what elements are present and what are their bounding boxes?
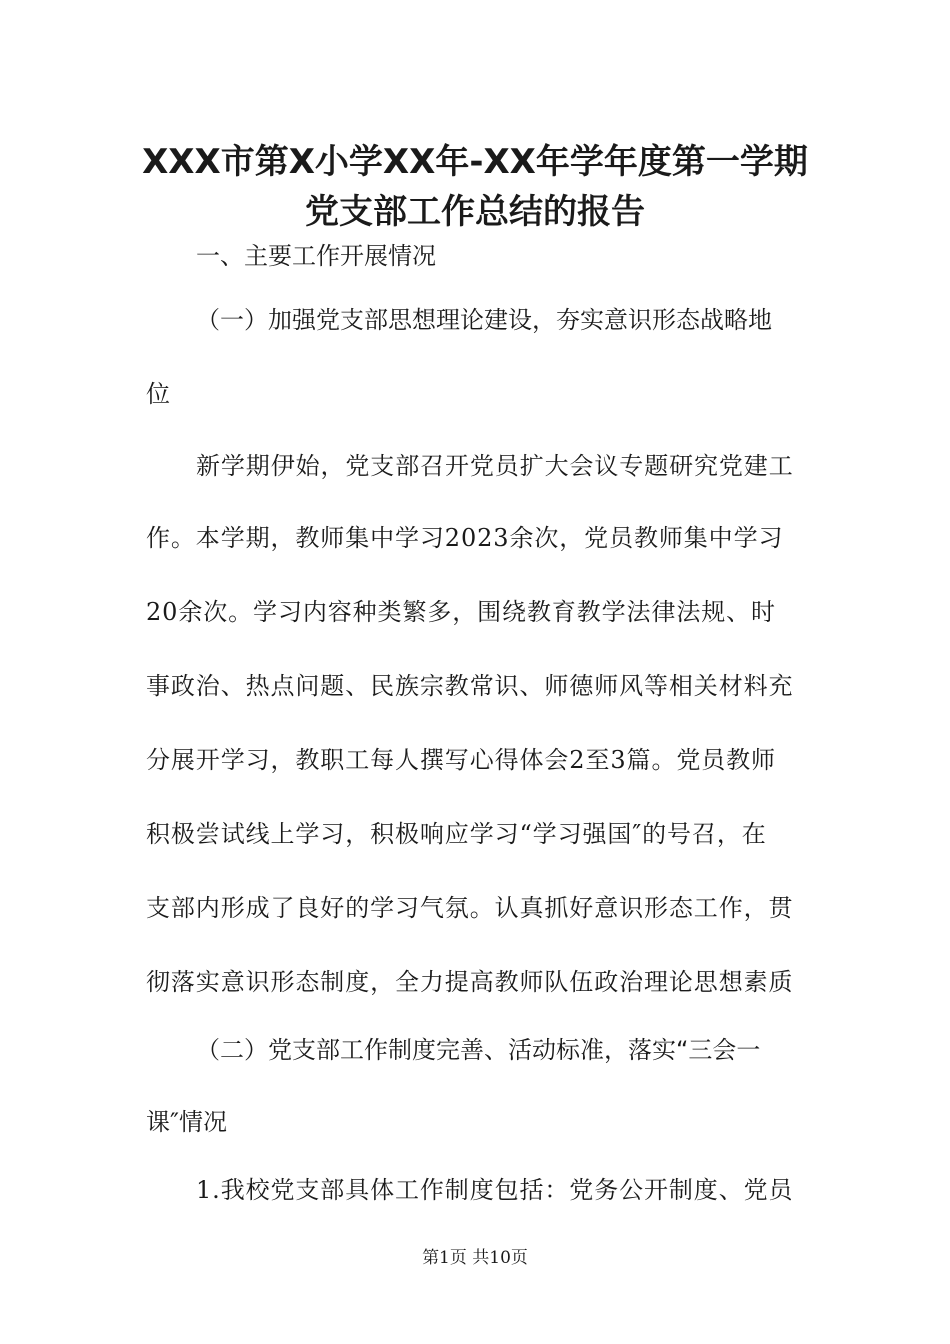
subsection-heading-2-line-2: 课″情况 xyxy=(146,1108,227,1136)
paragraph-line: 支部内形成了良好的学习气氛。认真抓好意识形态工作，贯 xyxy=(146,894,794,922)
document-title-line-1: XXX市第X小学XX年-XX年学年度第一学期 xyxy=(142,142,808,182)
paragraph-line: 积极尝试线上学习，积极响应学习“学习强国″的号召，在 xyxy=(146,820,767,848)
paragraph-line: 彻落实意识形态制度，全力提高教师队伍政治理论思想素质 xyxy=(146,968,794,996)
paragraph-line: 事政治、热点问题、民族宗教常识、师德师风等相关材料充 xyxy=(146,672,794,700)
paragraph-line: 作。本学期，教师集中学习2023余次，党员教师集中学习 xyxy=(146,524,784,552)
subsection-heading-1-line-2: 位 xyxy=(146,380,170,408)
paragraph-line: 20余次。学习内容种类繁多，围绕教育教学法律法规、时 xyxy=(146,598,776,626)
subsection-heading-1-line-1: （一）加强党支部思想理论建设，夯实意识形态战略地 xyxy=(196,306,772,334)
paragraph-line: 新学期伊始，党支部召开党员扩大会议专题研究党建工 xyxy=(196,452,794,480)
section-heading-main-work: 一、主要工作开展情况 xyxy=(196,242,436,270)
document-title-line-2: 党支部工作总结的报告 xyxy=(305,192,645,232)
subsection-heading-2-line-1: （二）党支部工作制度完善、活动标准，落实“三会一 xyxy=(196,1036,761,1064)
page-number-footer: 第1页 共10页 xyxy=(422,1248,528,1268)
paragraph-line: 1.我校党支部具体工作制度包括：党务公开制度、党员 xyxy=(196,1176,794,1204)
paragraph-line: 分展开学习，教职工每人撰写心得体会2至3篇。党员教师 xyxy=(146,746,776,774)
